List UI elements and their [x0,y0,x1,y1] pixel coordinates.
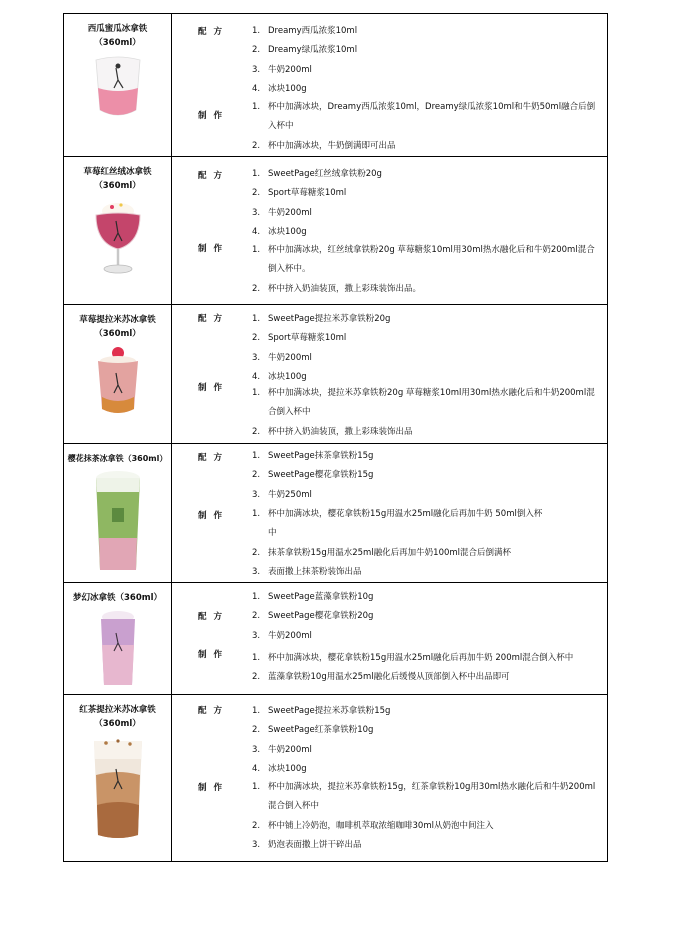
method-step: 1. 杯中加满冰块，红丝绒拿铁粉20g 草莓糖浆10ml用30ml热水融化后和牛奶200ml混合倒入杯中。 [252,245,595,275]
drink-volume: （360ml） [94,719,141,729]
recipe-cell [172,305,608,444]
ingredient-item: 3. 牛奶250ml [252,489,312,500]
ingredient-item: 3. 牛奶200ml [252,207,312,218]
recipe-row-sakura-matcha [64,444,608,583]
formula-label: 配 方 [198,171,224,181]
drink-name: 草莓红丝绒冰拿铁 [83,167,152,177]
recipe-table [63,13,608,862]
watermelon-latte-cup-icon [90,54,146,120]
ingredient-list [252,22,603,99]
ingredient-item: 1. SweetPage提拉米苏拿铁粉20g [252,314,391,324]
method-step: 2. 杯中加满冰块，牛奶倒满即可出品 [252,140,396,151]
ingredient-list [252,588,603,646]
ingredient-item: 2. Sport草莓糖浆10ml [252,333,347,344]
ingredient-item: 2. SweetPage樱花拿铁粉15g [252,470,374,481]
drink-name-cell [64,695,172,862]
method-step: 2. 蓝藻拿铁粉10g用温水25ml融化后缓慢从顶部倒入杯中出品即可 [252,672,510,683]
method-list [252,384,603,442]
ingredient-list [252,165,603,242]
ingredient-item: 2. SweetPage樱花拿铁粉20g [252,611,374,622]
ingredient-list [252,310,603,387]
ingredient-item: 3. 牛奶200ml [252,352,312,363]
drink-name-cell [64,14,172,157]
ingredient-item: 4. 冰块100g [252,226,307,237]
method-label: 制 作 [198,244,224,254]
drink-volume: （360ml） [94,181,141,191]
recipe-cell [172,14,608,157]
method-step: 1. 杯中加满冰块，樱花拿铁粉15g用温水25ml融化后再加牛奶 200ml混合倒入杯中 [252,653,574,663]
formula-label: 配 方 [198,706,224,716]
ingredient-item: 1. SweetPage抹茶拿铁粉15g [252,451,374,461]
recipe-row-watermelon [64,14,608,157]
ingredient-item: 2. Dreamy绿瓜浓浆10ml [252,45,358,56]
ingredient-item: 3. 牛奶200ml [252,630,312,641]
ingredient-item: 1. SweetPage蓝藻拿铁粉10g [252,592,374,602]
recipe-row-dreamy [64,583,608,695]
drink-name: 红茶提拉米苏冰拿铁 [79,705,156,715]
method-list [252,505,547,582]
formula-label: 配 方 [198,612,224,622]
formula-label: 配 方 [198,27,224,37]
method-label: 制 作 [198,511,224,521]
formula-label: 配 方 [198,314,224,324]
ingredient-list [252,702,603,779]
sakura-matcha-cup-icon [90,470,146,574]
ingredient-item: 4. 冰块100g [252,371,307,382]
ingredient-item: 2. Sport草莓糖浆10ml [252,188,347,199]
method-step: 1. 杯中加满冰块，Dreamy西瓜浓浆10ml，Dreamy绿瓜浓浆10ml和牛奶50ml融合后倒入杯中 [252,102,596,132]
method-list [252,649,603,688]
recipe-cell [172,157,608,305]
dreamy-purple-cup-icon [96,609,140,687]
ingredient-item: 3. 牛奶200ml [252,744,312,755]
method-list [252,241,603,299]
recipe-cell [172,583,608,695]
method-label: 制 作 [198,783,224,793]
drink-name: 西瓜蜜瓜冰拿铁 [87,24,148,34]
strawberry-red-velvet-glass-icon [88,197,148,277]
method-label: 制 作 [198,650,224,660]
method-step: 1. 杯中加满冰块，樱花拿铁粉15g用温水25ml融化后再加牛奶 50ml倒入杯中 [252,509,543,539]
method-label: 制 作 [198,383,224,393]
ingredient-item: 1. SweetPage红丝绒拿铁粉20g [252,169,382,179]
ingredient-item: 4. 冰块100g [252,83,307,94]
drink-name: 樱花抹茶冰拿铁（360ml） [67,454,168,463]
method-step: 2. 抹茶拿铁粉15g用温水25ml融化后再加牛奶100ml混合后倒满杯 [252,547,512,558]
method-step: 1. 杯中加满冰块，提拉米苏拿铁粉15g，红茶拿铁粉10g用30ml热水融化后和牛奶200ml混合倒入杯中 [252,782,596,812]
method-step: 2. 杯中挤入奶油装顶，撒上彩珠装饰出品。 [252,283,422,294]
drink-name-cell [64,305,172,444]
ingredient-item: 4. 冰块100g [252,763,307,774]
method-label: 制 作 [198,111,224,121]
ingredient-item: 3. 牛奶200ml [252,64,312,75]
ingredient-list [252,447,603,505]
formula-label: 配 方 [198,453,224,463]
recipe-row-strawberry-tiramisu [64,305,608,444]
strawberry-tiramisu-glass-icon [90,345,146,417]
ingredient-item: 1. SweetPage提拉米苏拿铁粉15g [252,706,391,716]
ingredient-item: 2. SweetPage红茶拿铁粉10g [252,725,374,736]
drink-volume: （360ml） [94,38,141,48]
method-list [252,98,603,156]
method-step: 2. 杯中铺上冷奶泡，咖啡机萃取浓缩咖啡30ml从奶泡中间注入 [252,820,494,831]
recipe-cell [172,444,608,583]
method-step: 2. 杯中挤入奶油装顶，撒上彩珠装饰出品 [252,426,413,437]
drink-name-cell [64,157,172,305]
ingredient-item: 1. Dreamy西瓜浓浆10ml [252,26,358,36]
drink-name-cell [64,583,172,695]
recipe-row-black-tea-tiramisu [64,695,608,862]
drink-name: 草莓提拉米苏冰拿铁 [79,315,156,325]
method-step: 3. 奶泡表面撒上饼干碎出品 [252,839,362,850]
method-list [252,778,603,855]
drink-name: 梦幻冰拿铁（360ml） [72,593,162,603]
recipe-cell [172,695,608,862]
method-step: 3. 表面撒上抹茶粉装饰出品 [252,566,362,577]
recipe-row-red-velvet [64,157,608,305]
drink-volume: （360ml） [94,329,141,339]
black-tea-tiramisu-glass-icon [88,735,148,841]
drink-name-cell [64,444,172,583]
method-step: 1. 杯中加满冰块，提拉米苏拿铁粉20g 草莓糖浆10ml用30ml热水融化后和牛奶200ml混合倒入杯中 [252,388,595,418]
